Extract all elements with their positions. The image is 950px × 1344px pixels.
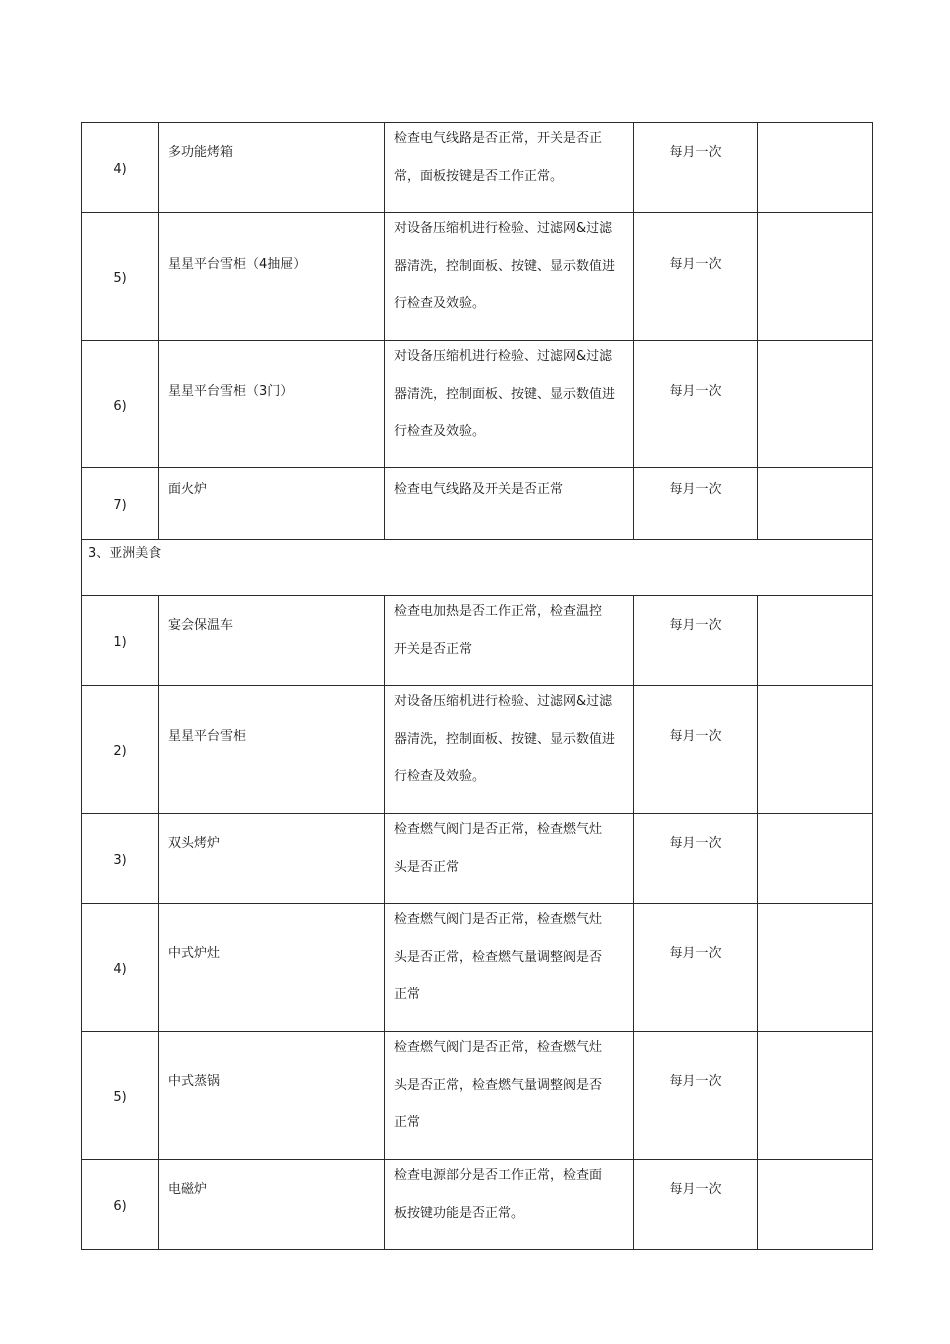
inspection-content	[385, 904, 634, 1032]
inspection-content	[385, 213, 634, 341]
inspection-frequency: 每月一次	[634, 596, 758, 686]
equipment-name: 双头烤炉	[159, 814, 385, 904]
inspection-content-line: 行检查及效验。	[394, 769, 486, 784]
inspection-content-line: 对设备压缩机进行检验、过滤网&过滤	[394, 221, 613, 236]
inspection-frequency: 每月一次	[634, 1160, 758, 1250]
inspection-content-line: 开关是否正常	[394, 641, 473, 657]
inspection-content	[385, 596, 634, 686]
inspection-content	[385, 123, 634, 213]
row-number: 1)	[82, 596, 159, 686]
row-number: 6)	[82, 341, 159, 468]
inspection-frequency: 每月一次	[634, 213, 758, 341]
table-row	[82, 213, 873, 341]
inspection-content-line: 正常	[394, 1115, 421, 1130]
table-row	[82, 123, 873, 213]
equipment-name: 星星平台雪柜（4抽屉）	[159, 213, 385, 341]
inspection-content-line: 检查燃气阀门是否正常，检查燃气灶	[394, 822, 603, 837]
section-row	[82, 540, 873, 596]
remarks-cell	[758, 596, 873, 686]
inspection-frequency: 每月一次	[634, 341, 758, 468]
equipment-name: 星星平台雪柜	[159, 686, 385, 814]
equipment-name: 宴会保温车	[159, 596, 385, 686]
remarks-cell	[758, 341, 873, 468]
remarks-cell	[758, 686, 873, 814]
inspection-content-line: 行检查及效验。	[394, 296, 486, 311]
remarks-cell	[758, 814, 873, 904]
inspection-content	[385, 341, 634, 468]
inspection-content-line: 检查电加热是否工作正常，检查温控	[394, 604, 603, 619]
remarks-cell	[758, 1032, 873, 1160]
inspection-content	[385, 686, 634, 814]
inspection-content	[385, 468, 634, 540]
table-row	[82, 1160, 873, 1250]
inspection-content-line: 头是否正常	[394, 859, 460, 875]
remarks-cell	[758, 468, 873, 540]
inspection-content-line: 头是否正常，检查燃气量调整阀是否	[394, 949, 603, 965]
table-row	[82, 596, 873, 686]
remarks-cell	[758, 904, 873, 1032]
row-number: 5)	[82, 1032, 159, 1160]
inspection-content-line: 行检查及效验。	[394, 424, 486, 439]
inspection-content-line: 器清洗，控制面板、按键、显示数值进	[394, 731, 616, 747]
inspection-content	[385, 1032, 634, 1160]
inspection-content-line: 板按键功能是否正常。	[394, 1205, 525, 1221]
table-row	[82, 814, 873, 904]
row-number: 4)	[82, 904, 159, 1032]
remarks-cell	[758, 213, 873, 341]
row-number: 5)	[82, 213, 159, 341]
equipment-name: 多功能烤箱	[159, 123, 385, 213]
equipment-name: 中式蒸锅	[159, 1032, 385, 1160]
inspection-content-line: 检查电气线路及开关是否正常	[394, 482, 564, 497]
inspection-content-line: 对设备压缩机进行检验、过滤网&过滤	[394, 694, 613, 709]
inspection-content	[385, 1160, 634, 1250]
inspection-content-line: 对设备压缩机进行检验、过滤网&过滤	[394, 349, 613, 364]
inspection-content-line: 检查燃气阀门是否正常，检查燃气灶	[394, 912, 603, 927]
table-row	[82, 904, 873, 1032]
inspection-frequency: 每月一次	[634, 814, 758, 904]
equipment-name: 电磁炉	[159, 1160, 385, 1250]
inspection-table	[81, 122, 873, 1250]
section-heading: 3、亚洲美食	[82, 540, 873, 596]
inspection-content-line: 头是否正常，检查燃气量调整阀是否	[394, 1077, 603, 1093]
inspection-content-line: 正常	[394, 987, 421, 1002]
inspection-content-line: 检查燃气阀门是否正常，检查燃气灶	[394, 1040, 603, 1055]
inspection-frequency: 每月一次	[634, 123, 758, 213]
inspection-content-line: 常，面板按键是否工作正常。	[394, 168, 564, 184]
inspection-frequency: 每月一次	[634, 904, 758, 1032]
inspection-frequency: 每月一次	[634, 1032, 758, 1160]
inspection-content-line: 器清洗，控制面板、按键、显示数值进	[394, 258, 616, 274]
inspection-content-line: 器清洗，控制面板、按键、显示数值进	[394, 386, 616, 402]
remarks-cell	[758, 1160, 873, 1250]
table-row	[82, 1032, 873, 1160]
row-number: 6)	[82, 1160, 159, 1250]
table-row	[82, 686, 873, 814]
row-number: 7)	[82, 468, 159, 540]
remarks-cell	[758, 123, 873, 213]
table-row	[82, 341, 873, 468]
inspection-content-line: 检查电气线路是否正常，开关是否正	[394, 131, 603, 146]
inspection-content	[385, 814, 634, 904]
equipment-name: 中式炉灶	[159, 904, 385, 1032]
inspection-frequency: 每月一次	[634, 686, 758, 814]
row-number: 3)	[82, 814, 159, 904]
equipment-name: 面火炉	[159, 468, 385, 540]
inspection-table-body	[82, 123, 873, 1250]
row-number: 2)	[82, 686, 159, 814]
row-number: 4)	[82, 123, 159, 213]
table-row	[82, 468, 873, 540]
inspection-frequency: 每月一次	[634, 468, 758, 540]
inspection-content-line: 检查电源部分是否工作正常，检查面	[394, 1168, 603, 1183]
equipment-name: 星星平台雪柜（3门）	[159, 341, 385, 468]
